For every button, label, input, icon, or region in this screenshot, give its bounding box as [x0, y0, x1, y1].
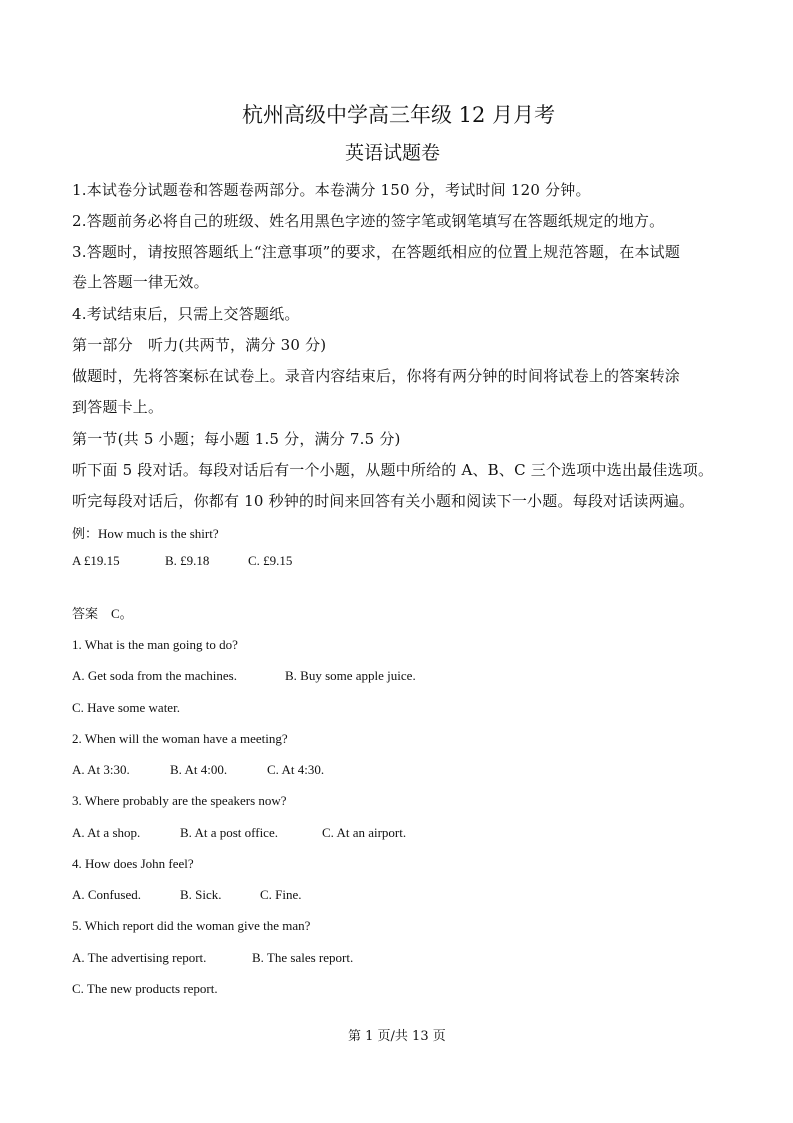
section1-heading: 第一节(共 5 小题；每小题 1.5 分，满分 7.5 分) [72, 430, 401, 448]
question-4-text: 4. How does John feel? [72, 856, 194, 871]
question-2-option-c: C. At 4:30. [267, 762, 325, 777]
instruction-1: 1.本试卷分试题卷和答题卷两部分。本卷满分 150 分，考试时间 120 分钟。 [72, 181, 591, 199]
question-1-text: 1. What is the man going to do? [72, 637, 238, 652]
question-1-option-a: A. Get soda from the machines. [72, 668, 237, 683]
part1-desc-line2: 到答题卡上。 [72, 398, 164, 416]
section1-desc-line1: 听下面 5 段对话。每段对话后有一个小题，从题中所给的 A、B、C 三个选项中选出最佳选项。 [72, 461, 714, 479]
page-number: 第 1 页/共 13 页 [348, 1029, 446, 1044]
question-5-option-a: A. The advertising report. [72, 950, 207, 965]
example-option-c: C. £9.15 [248, 553, 293, 568]
example-option-a: A £19.15 [72, 553, 120, 568]
part1-desc-line1: 做题时，先将答案标在试卷上。录音内容结束后，你将有两分钟的时间将试卷上的答案转涂 [72, 367, 681, 385]
exam-title: 杭州高级中学高三年级 12 月月考 [242, 103, 556, 127]
question-4-option-b: B. Sick. [180, 887, 222, 902]
question-1-option-b: B. Buy some apple juice. [285, 668, 416, 683]
example-answer: 答案 C。 [72, 606, 133, 621]
question-2-option-a: A. At 3:30. [72, 762, 130, 777]
instruction-3: 3.答题时，请按照答题纸上“注意事项”的要求，在答题纸相应的位置上规范答题，在本试题 [72, 243, 681, 261]
question-4-option-c: C. Fine. [260, 887, 302, 902]
question-3-option-c: C. At an airport. [322, 825, 407, 840]
section1-desc-line2: 听完每段对话后，你都有 10 秒钟的时间来回答有关小题和阅读下一小题。每段对话读两遍。 [72, 492, 695, 510]
instruction-4: 4.考试结束后，只需上交答题纸。 [72, 305, 300, 323]
question-5-option-b: B. The sales report. [252, 950, 354, 965]
question-2-option-b: B. At 4:00. [170, 762, 228, 777]
exam-subtitle: 英语试题卷 [345, 142, 441, 164]
instruction-3-cont: 卷上答题一律无效。 [72, 273, 209, 291]
instruction-2: 2.答题前务必将自己的班级、姓名用黑色字迹的签字笔或钢笔填写在答题纸规定的地方。 [72, 212, 665, 230]
question-3-option-b: B. At a post office. [180, 825, 278, 840]
question-2-text: 2. When will the woman have a meeting? [72, 731, 288, 746]
question-5-text: 5. Which report did the woman give the man? [72, 918, 311, 933]
question-3-option-a: A. At a shop. [72, 825, 141, 840]
question-5-option-c: C. The new products report. [72, 981, 218, 996]
part1-heading: 第一部分 听力(共两节，满分 30 分) [72, 336, 327, 354]
question-1-option-c: C. Have some water. [72, 700, 180, 715]
question-4-option-a: A. Confused. [72, 887, 141, 902]
example-question: 例：How much is the shirt? [72, 526, 219, 541]
question-3-text: 3. Where probably are the speakers now? [72, 793, 287, 808]
example-option-b: B. £9.18 [165, 553, 210, 568]
